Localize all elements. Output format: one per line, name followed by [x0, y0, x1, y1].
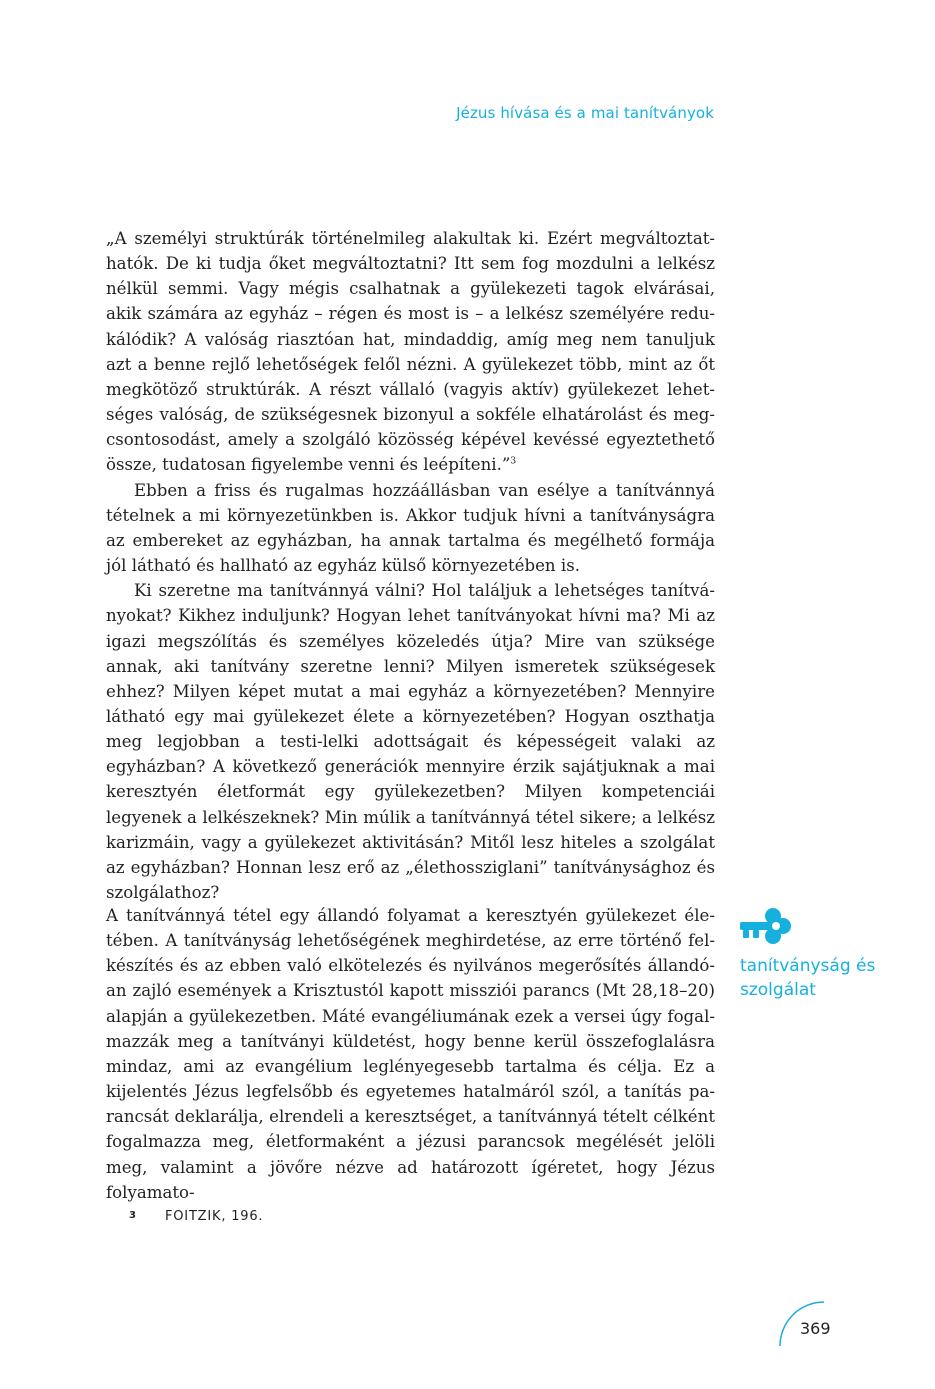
body-paragraph: Ebben a friss és rugalmas hozzáállásban van esélye a tanítvánnyá tételnek a mi környezetünkben is. Akkor tudjuk hívni a tanítványságra az embereket az egyházban, ha annak tartalma és megélhető formája jól látható és hallható az egyház külső környezetében is. [106, 480, 715, 576]
body-text-block-1 [106, 226, 715, 905]
margin-note [740, 906, 880, 1002]
running-head: Jézus hívása és a mai tanítványok [456, 104, 714, 122]
body-paragraph: Ki szeretne ma tanítvánnyá válni? Hol találjuk a lehetséges tanítványokat? Kikhez induljunk? Hogyan lehet tanítványokat hívni ma? Mi az igazi megszólítás és személyes közeledés útja? Mire van szüksége annak, aki tanítvány szeretne lenni? Milyen ismeretek szükségesek ehhez? Milyen képet mutat a mai egyház a környezetében? Mennyire látható egy mai gyülekezet élete a környezetében? Hogyan oszthatja meg legjobban a testi-lelki adottságait és képességeit valaki az egyházban? A következő generációk mennyire érzik sajátjuknak a mai keresztyén életformát egy gyülekezetben? Milyen kompetenciái legyenek a lelkészeknek? Min múlik a tanítvánnyá tétel sikere; a lelkész karizmáin, vagy a gyülekezet aktivitásán? Mitől lesz hiteles a szolgálat az egyházban? Honnan lesz erő az „élethossziglani” tanítványsághoz és szolgálathoz? [106, 581, 715, 903]
body-text-block-2 [106, 903, 715, 1205]
margin-note-label: tanítványság és szolgálat [740, 956, 876, 1000]
quote-text: „A személyi struktúrák történelmileg alakultak ki. Ezért megváltoztathatók. De ki tudja őket megváltoztatni? Itt sem fog mozdulni a lelkész nélkül semmi. Vagy mégis csalhatnak a gyülekezeti tagok elvárásai, akik számára az egyház – régen és most is – a lelkész személyére redukálódik? A valóság riasztóan hat, mindaddig, amíg meg nem tanuljuk azt a benne rejlő lehetőségek felől nézni. A gyülekezet több, mint az őt megkötöző struktúrák. A részt vállaló (vagyis aktív) gyülekezet lehetséges valóság, de szükségesnek bizonyul a sokféle elhatárolást és megcsontosodást, amely a szolgáló közösség képével kevéssé egyeztethető össze, tudatosan figyelembe venni és leépíteni.” [106, 229, 715, 475]
footnote-reference[interactable]: 3 [510, 456, 517, 467]
quote-paragraph [106, 226, 715, 478]
page-number: 369 [800, 1319, 831, 1338]
key-icon [740, 906, 792, 946]
footnote-text: FOITZIK, 196. [165, 1209, 264, 1224]
footnote-number: 3 [129, 1210, 136, 1221]
footnote [129, 1209, 263, 1224]
body-paragraph: A tanítvánnyá tétel egy állandó folyamat a keresztyén gyülekezet életében. A tanítványság lehetőségének meghirdetése, az erre történő felkészítés és az ebben való elkötelezés és nyilvános megerősítés állandóan zajló események a Krisztustól kapott missziói parancs (Mt 28,18–20) alapján a gyülekezetben. Máté evangéliumának ezek a versei úgy fogalmazzák meg a tanítványi küldetést, hogy benne kerül összefoglalásra mindaz, ami az evangélium leglényegesebb tartalma és célja. Ez a kijelentés Jézus legfelsőbb és egyetemes hatalmáról szól, a tanítás parancsát deklarálja, elrendeli a keresztséget, a tanítvánnyá tételt célként fogalmazza meg, életformaként a jézusi parancsok megélését jelöli meg, valamint a jövőre nézve ad határozott ígéretet, hogy Jézus folyamato- [106, 906, 715, 1202]
